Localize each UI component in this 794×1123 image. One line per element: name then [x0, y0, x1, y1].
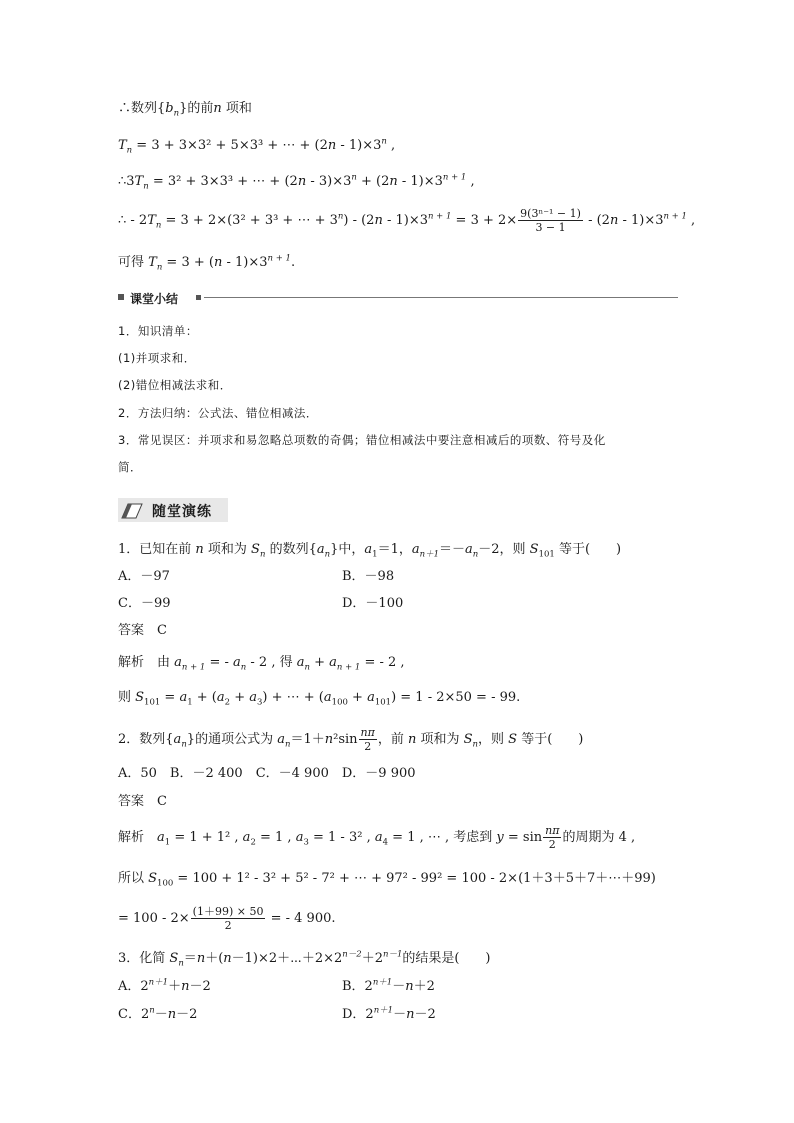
q2-stem: 2．数列$\{a_n\}$的通项公式为 $a_n=1+n^2\sin$ $\frac{n\pi}{2}$ ，前 n 项和为 $S_n$，则 S 等于( )	[118, 726, 584, 753]
square-dot-icon	[196, 295, 201, 300]
summary-section-title: 课堂小结	[130, 292, 179, 306]
fraction: $\frac{n\pi}{2}$	[360, 726, 375, 753]
fraction: $\frac{\text{9(3ⁿ⁻¹ − 1)}}{3 - 1}$	[520, 207, 581, 234]
section-divider	[204, 297, 678, 298]
summary-item: (2)错位相减法求和．	[118, 378, 232, 392]
q1-answer: 答案 C	[118, 623, 167, 638]
summary-item: 2．方法归纳：公式法、错位相减法．	[118, 406, 318, 420]
q1-option-d: D．－100	[342, 596, 404, 611]
q1-options-row-2	[118, 595, 404, 613]
practice-section-title: 随堂演练	[152, 504, 212, 520]
summary-item: 1．知识清单：	[118, 324, 198, 338]
q3-option-d: D．$2^{n+1}-n-2$	[342, 1005, 436, 1022]
q1-option-c: C．－99	[118, 596, 171, 611]
q3-option-a: A．$2^{n+1}+n-2$	[118, 977, 211, 994]
q3-option-c: C．$2^n-n-2$	[118, 1005, 198, 1022]
q3-option-b: B．$2^{n+1}-n+2$	[342, 977, 435, 994]
q1-option-b: B．－98	[342, 569, 395, 584]
q3-options-row-1	[118, 977, 435, 996]
practice-section-banner	[118, 498, 228, 522]
square-bullet-icon	[118, 294, 124, 300]
summary-item: 简．	[118, 460, 142, 474]
q1-option-a: A．－97	[118, 569, 170, 584]
q2-options: A．50 B．－2 400 C．－4 900 D．－9 900	[118, 766, 416, 781]
q1-analysis-line-2: 则 $S_{101} = a_1 + (a_2 + a_3)$ + ⋯ + $(a_{100} + a_{101}) = 1 - 2\times 50$ = - 99.	[118, 690, 521, 708]
q1-stem: 1．已知在前 n 项和为 $S_n$ 的数列$\{a_n\}$中，$a_1=1$，$a_{n+1}=-a_n-2$，则 $S_{101}$ 等于( )	[118, 542, 622, 560]
q2-answer: 答案 C	[118, 794, 167, 809]
pencil-icon	[120, 500, 144, 520]
q2-analysis-line-2: 所以 $S_{100} = 100 + 1^2 - 3^2 + 5^2 - 7^2$ + ⋯ + 97² - 99² = 100 - 2×(1＋3＋5＋7＋⋯＋99)	[118, 871, 656, 889]
intro-line-1: ∴数列$\{b_n\}$的前n 项和	[118, 101, 252, 119]
q2-analysis-line-1: 解析 $a_1 = 1 + 1^2$ , $a_2 = 1$ , $a_3 = 1 - 3^2$ , $a_4 = 1$ , ⋯ , 考虑到 y = sin $\frac{n\pi}{2}$ 的周期为 4 ,	[118, 824, 636, 851]
q1-analysis-line-1: 解析 由 $a_{n + 1}$ = - $a_n - 2$ , 得 $a_n + a_{n + 1}$ = - 2 ,	[118, 655, 405, 673]
fraction: $\frac{n\pi}{2}$	[545, 824, 560, 851]
fraction: $\frac{(1+99) \times 50}{2}$	[192, 905, 264, 932]
intro-line-5: 可得 $T_n = 3 + (n - 1)\times 3^{n + 1}$.	[118, 253, 296, 273]
q2-analysis-line-3: = 100 - 2× $\frac{(1+99) \times 50}{2}$ = - 4 900.	[118, 905, 336, 932]
intro-line-3: $\therefore 3T_n = 3^2 + 3\times 3^3$ + ⋯ + $(2n - 3)\times 3^n + (2n - 1)\times 3^{n + 1}$ ,	[118, 172, 475, 192]
intro-line-2: $T_n = 3 + 3\times 3^2 + 5\times 3^3$ + ⋯ + $(2n - 1)\times 3^n$ ,	[118, 136, 396, 156]
q3-stem: 3．化简 $S_n=n+(n-1)\times 2+\cdots+2\times 2^{n-2}+2^{n-1}$的结果是( )	[118, 949, 491, 969]
intro-line-4: ∴ - $2T_n = 3 + 2\times(3^2 + 3^3$ + ⋯ + $3^n) - (2n - 1)\times 3^{n + 1} = 3 + 2\times$ $\frac{\text{9(3ⁿ⁻¹ − 1)}}{3 - 1}$ - $(2n - 1)\times 3^{n + 1}$ ,	[118, 207, 696, 234]
summary-item: 3．常见误区：并项求和易忽略总项数的奇偶；错位相减法中要注意相减后的项数、符号及化	[118, 433, 606, 447]
q3-options-row-2	[118, 1005, 436, 1024]
q1-options-row-1	[118, 568, 395, 586]
summary-section-header	[118, 290, 678, 306]
summary-item: (1)并项求和．	[118, 351, 196, 365]
